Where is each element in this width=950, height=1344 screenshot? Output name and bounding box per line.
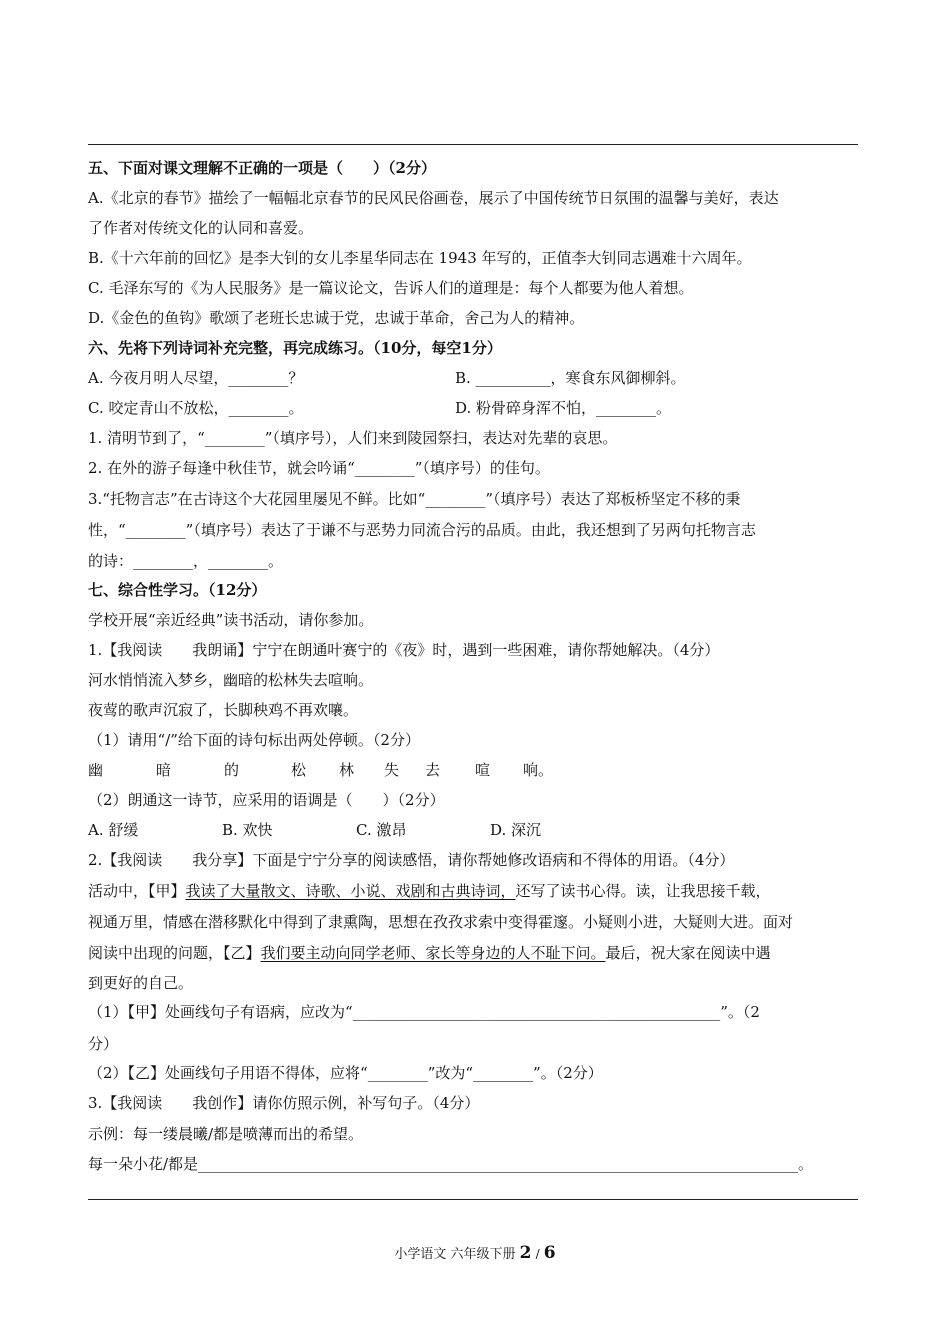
q5-option-a-line1: A.《北京的春节》描绘了一幅幅北京春节的民风民俗画卷，展示了中国传统节日氛围的温馨与美好，表达 [88,189,779,207]
tone-option-d: D. 深沉 [490,821,542,839]
q7-intro: 学校开展“亲近经典”读书活动，请你参加。 [88,611,374,629]
share-para-line1 [88,881,868,901]
page-number: 2 [519,1243,532,1263]
para-text: 活动中，【甲】 [88,882,186,900]
page-footer [0,1243,950,1265]
q5-heading: 五、下面对课文理解不正确的一项是（ ）（2分） [88,159,436,177]
poem-char: 的 [224,761,240,779]
q6-heading: 六、先将下列诗词补充完整，再完成练习。（10分，每空1分） [88,339,502,357]
q6-sub1: 1. 清明节到了，“________”（填序号），人们来到陵园祭扫，表达对先辈的哀思。 [88,429,618,447]
poem-char: 松 [291,761,307,779]
poem-char: 林 [339,761,355,779]
q6-option-d: D. 粉骨碎身浑不怕，________。 [455,399,672,417]
share-para-line4: 到更好的自己。 [88,974,194,992]
q6-sub3-line3: 的诗：________，________。 [88,552,284,570]
q6-option-c: C. 咬定青山不放松，________。 [88,399,304,417]
poem-char: 响。 [523,761,554,779]
q7-part2-q2: （2）【乙】处画线句子用语不得体，应将“________”改为“________”。（2分） [88,1064,603,1082]
share-para-line3 [88,943,868,963]
poem-char: 失 [384,761,400,779]
q7-part3: 3.【我阅读 我创作】请你仿照示例，补写句子。（4分） [88,1094,480,1112]
poem-line1: 河水悄悄流入梦乡，幽暗的松林失去喧响。 [88,671,374,689]
footer-rule [88,1199,858,1200]
page-separator: / [535,1247,540,1261]
q7-fill-line: 每一朵小花/都是________________________________________________________________________________。 [88,1155,814,1173]
q6-sub3-line1: 3.“托物言志”在古诗这个大花园里屡见不鲜。比如“________”（填序号）表达了郑板桥坚定不移的秉 [88,490,741,508]
tone-option-b: B. 欢快 [222,821,273,839]
q7-part1: 1.【我阅读 我朗诵】宁宁在朗通叶赛宁的《夜》时，遇到一些困难，请你帮她解决。（4分） [88,641,720,659]
tone-option-a: A. 舒缓 [88,821,139,839]
q7-heading: 七、综合性学习。（12分） [88,581,267,599]
tone-options [88,820,868,840]
q6-row-ab [88,368,868,388]
q7-part2-q1-line2: 分） [88,1035,119,1053]
tone-option-c: C. 激昂 [356,821,407,839]
share-para-line2: 视通万里，情感在潜移默化中得到了隶熏陶，思想在孜孜求索中变得霍邃。小疑则小进，大疑则大进。面对 [88,913,794,931]
q5-option-c: C. 毛泽东写的《为人民服务》是一篇议论文，告诉人们的道理是：每个人都要为他人着想。 [88,279,694,297]
poem-char: 暗 [156,761,172,779]
q7-part1-q1: （1）请用“/”给下面的诗句标出两处停顿。（2分） [88,731,420,749]
poem-char: 喧 [475,761,491,779]
underlined-sentence-jia: 我读了大量散文、诗歌、小说、戏剧和古典诗词， [185,882,516,900]
poem-line2: 夜莺的歌声沉寂了，长脚秧鸡不再欢嚷。 [88,701,359,719]
q7-part2-q1-line1: （1）【甲】处画线句子有语病，应改为“_________________________________________________”。（2 [88,1003,760,1021]
q6-option-a: A. 今夜月明人尽望，________？ [88,369,304,387]
q5-option-a-line2: 了作者对传统文化的认同和喜爱。 [88,219,314,237]
q6-sub2: 2. 在外的游子每逢中秋佳节，就会吟诵“________”（填序号）的佳句。 [88,459,550,477]
para-text: 最后，祝大家在阅读中遇 [605,944,771,962]
q5-option-d: D.《金色的鱼钩》歌颂了老班长忠诚于党，忠诚于革命，舍己为人的精神。 [88,309,585,327]
page-total: 6 [543,1243,556,1263]
q7-example: 示例：每一缕晨曦/都是喷薄而出的希望。 [88,1125,364,1143]
spaced-poem-line [88,760,868,780]
q7-part1-q2: （2）朗通这一诗节，应采用的语调是（ ）（2分） [88,791,445,809]
header-rule [88,144,858,145]
para-text: 阅读中出现的问题，【乙】 [88,944,261,962]
q6-sub3-line2: 性，“________”（填序号）表达了于谦不与恶势力同流合污的品质。由此，我还想到了另两句托物言志 [88,521,756,539]
footer-label: 小学语文 六年级下册 [394,1247,516,1262]
underlined-sentence-yi: 我们要主动向同学老师、家长等身边的人不耻下问。 [260,944,606,962]
q7-part2: 2.【我阅读 我分享】下面是宁宁分享的阅读感悟，请你帮她修改语病和不得体的用语。（4分） [88,851,735,869]
poem-char: 幽 [88,761,104,779]
poem-char: 去 [425,761,441,779]
q5-option-b: B.《十六年前的回忆》是李大钊的女儿李星华同志在 1943 年写的，正值李大钊同志遇难十六周年。 [88,249,752,267]
para-text: 还写了读书心得。读，让我思接千载， [515,882,771,900]
q6-option-b: B. __________，寒食东风御柳斜。 [455,369,686,387]
q6-row-cd [88,398,868,418]
